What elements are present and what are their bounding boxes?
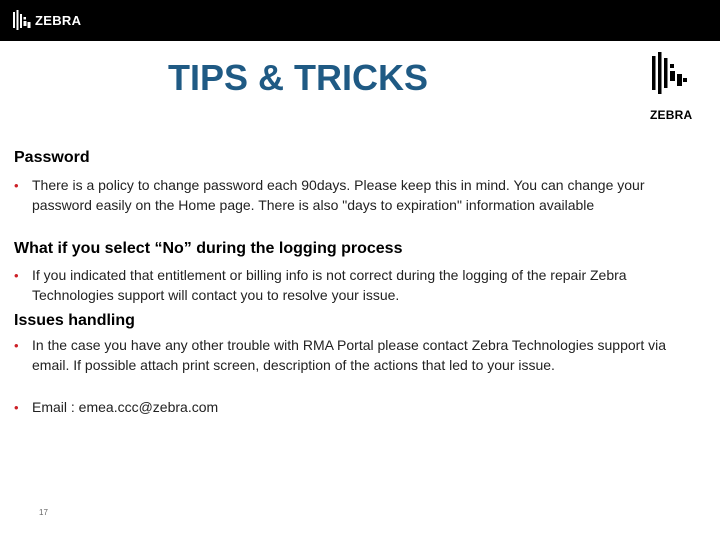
bullet-item (14, 266, 694, 305)
header-logo (13, 10, 81, 30)
bullet-text: If you indicated that entitlement or billing info is not correct during the logging of the repair Zebra Technologies support will contact you to resolve your issue. (32, 267, 627, 303)
top-banner (0, 0, 720, 41)
bullet-item (14, 398, 694, 418)
page-title: TIPS & TRICKS (168, 57, 429, 98)
bullet-item (14, 176, 694, 215)
bullet-text: There is a policy to change password each 90days. Please keep this in mind. You can change your password easily on the Home page. There is also "days to expiration" information available (32, 177, 645, 213)
bullet-item (14, 336, 694, 375)
page-number: 17 (39, 508, 48, 517)
section-heading-password: Password (14, 149, 90, 166)
bullet-marker: • (14, 268, 19, 283)
bullet-marker: • (14, 338, 19, 353)
bullet-text: In the case you have any other trouble with RMA Portal please contact Zebra Technologies support via email. If possible attach print screen, description of the actions that led to your issue. (32, 337, 666, 373)
bullet-marker: • (14, 400, 19, 415)
section-heading-issues: Issues handling (14, 312, 135, 329)
zebra-logo-icon (13, 10, 31, 30)
corner-brand-text: ZEBRA (650, 108, 693, 122)
zebra-logo-icon (650, 52, 690, 96)
corner-logo (646, 52, 694, 124)
bullet-marker: • (14, 178, 19, 193)
header-brand-text: ZEBRA (35, 12, 82, 28)
section-heading-logging: What if you select “No” during the logging process (14, 240, 403, 257)
bullet-text-email: Email : emea.ccc@zebra.com (32, 399, 219, 415)
